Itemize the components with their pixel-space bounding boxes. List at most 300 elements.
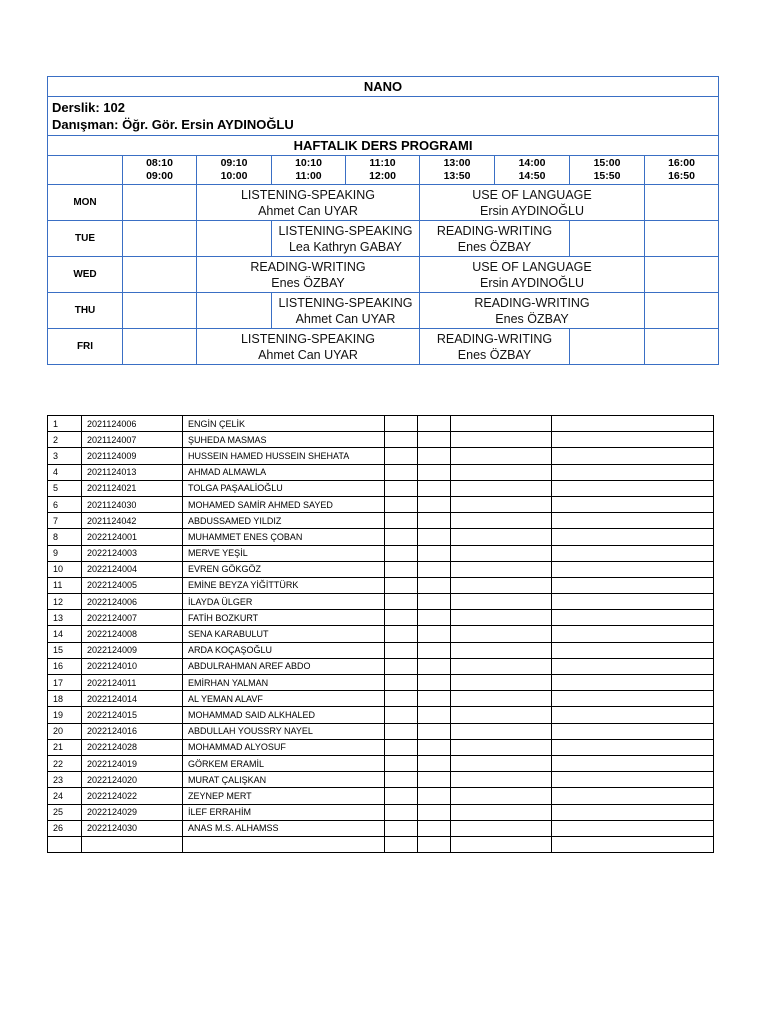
table-row <box>48 513 714 529</box>
blank-cell <box>418 755 451 771</box>
day-name-cell: FRI <box>48 329 123 365</box>
schedule-title: NANO <box>48 77 719 97</box>
blank-cell <box>451 577 552 593</box>
student-name-cell: İLAYDA ÜLGER <box>183 594 385 610</box>
day-row <box>48 293 719 329</box>
blank-cell <box>418 788 451 804</box>
blank-cell <box>451 723 552 739</box>
table-row <box>48 658 714 674</box>
blank-cell <box>451 755 552 771</box>
student-id-cell: 2022124029 <box>82 804 183 820</box>
course-name: READING-WRITING <box>250 259 366 274</box>
course-name: LISTENING-SPEAKING <box>240 331 376 346</box>
day-row <box>48 257 719 293</box>
course-teacher: Ersin AYDINOĞLU <box>480 275 584 290</box>
empty-slot-cell <box>123 293 197 329</box>
student-id-cell: 2022124022 <box>82 788 183 804</box>
course-name: USE OF LANGUAGE <box>472 187 592 202</box>
blank-cell <box>418 675 451 691</box>
student-id-cell: 2022124019 <box>82 755 183 771</box>
blank-cell <box>385 480 418 496</box>
student-no-cell: 25 <box>48 804 82 820</box>
empty-slot-cell <box>645 257 719 293</box>
blank-cell <box>418 739 451 755</box>
classroom-label: Derslik: 102 <box>52 100 125 115</box>
student-name-cell: AL YEMAN ALAVF <box>183 691 385 707</box>
blank-cell <box>385 626 418 642</box>
blank-cell <box>385 529 418 545</box>
blank-cell <box>385 772 418 788</box>
time-slot-cell <box>123 156 197 185</box>
table-row <box>48 577 714 593</box>
blank-cell <box>418 836 451 852</box>
blank-cell <box>552 626 714 642</box>
student-id-cell: 2022124006 <box>82 594 183 610</box>
time-slot-start: 13:00 <box>443 157 471 169</box>
blank-cell <box>385 658 418 674</box>
student-id-cell: 2022124014 <box>82 691 183 707</box>
course-teacher: Enes ÖZBAY <box>495 311 569 326</box>
student-id-cell: 2022124011 <box>82 675 183 691</box>
blank-cell <box>552 496 714 512</box>
student-name-cell: MURAT ÇALIŞKAN <box>183 772 385 788</box>
course-cell <box>272 221 420 257</box>
blank-cell <box>552 480 714 496</box>
student-no-cell: 10 <box>48 561 82 577</box>
blank-cell <box>552 577 714 593</box>
blank-cell <box>385 577 418 593</box>
student-no-cell: 18 <box>48 691 82 707</box>
blank-cell <box>451 480 552 496</box>
blank-cell <box>552 448 714 464</box>
course-teacher: Ahmet Can UYAR <box>258 203 358 218</box>
blank-cell <box>385 707 418 723</box>
course-teacher: Ahmet Can UYAR <box>295 311 396 326</box>
student-id-cell: 2021124030 <box>82 496 183 512</box>
blank-cell <box>418 496 451 512</box>
time-slot-end: 16:50 <box>668 170 695 182</box>
blank-cell <box>552 416 714 432</box>
student-id-cell: 2021124042 <box>82 513 183 529</box>
time-slot-start: 09:10 <box>220 157 248 169</box>
student-name-cell: MUHAMMET ENES ÇOBAN <box>183 529 385 545</box>
course-name: LISTENING-SPEAKING <box>240 187 376 202</box>
student-no-cell: 22 <box>48 755 82 771</box>
table-row <box>48 480 714 496</box>
blank-cell <box>552 675 714 691</box>
student-id-cell: 2022124004 <box>82 561 183 577</box>
empty-slot-cell <box>570 221 645 257</box>
course-cell <box>420 329 570 365</box>
blank-cell <box>418 804 451 820</box>
day-name-cell: THU <box>48 293 123 329</box>
table-row <box>48 836 714 852</box>
time-slot-start: 14:00 <box>518 157 546 169</box>
table-row <box>48 691 714 707</box>
blank-cell <box>552 594 714 610</box>
time-slot-start: 08:10 <box>146 157 173 169</box>
blank-cell <box>552 691 714 707</box>
time-slot-end: 10:00 <box>220 170 248 182</box>
blank-cell <box>418 513 451 529</box>
course-cell <box>420 257 645 293</box>
time-slot-cell <box>420 156 495 185</box>
table-row <box>48 626 714 642</box>
student-name-cell: ABDULLAH YOUSSRY NAYEL <box>183 723 385 739</box>
blank-cell <box>418 723 451 739</box>
blank-cell <box>451 529 552 545</box>
course-teacher: Lea Kathryn GABAY <box>288 239 403 254</box>
student-no-cell: 20 <box>48 723 82 739</box>
empty-slot-cell <box>123 257 197 293</box>
time-slot-start: 16:00 <box>668 157 695 169</box>
blank-cell <box>418 432 451 448</box>
student-name-cell: MERVE YEŞİL <box>183 545 385 561</box>
blank-cell <box>451 513 552 529</box>
table-row <box>48 739 714 755</box>
table-row <box>48 642 714 658</box>
student-no-cell: 1 <box>48 416 82 432</box>
blank-cell <box>418 545 451 561</box>
blank-cell <box>552 464 714 480</box>
empty-slot-cell <box>197 293 272 329</box>
course-teacher: Ahmet Can UYAR <box>258 347 358 362</box>
course-cell <box>420 293 645 329</box>
student-no-cell: 2 <box>48 432 82 448</box>
blank-cell <box>385 513 418 529</box>
time-slot-start: 11:10 <box>369 157 396 169</box>
course-name: LISTENING-SPEAKING <box>278 223 413 238</box>
student-name-cell: FATİH BOZKURT <box>183 610 385 626</box>
blank-cell <box>552 788 714 804</box>
student-no-cell: 5 <box>48 480 82 496</box>
blank-cell <box>451 804 552 820</box>
time-slot-end: 11:00 <box>295 170 322 182</box>
student-no-cell: 4 <box>48 464 82 480</box>
blank-cell <box>552 529 714 545</box>
time-slot-cell <box>346 156 420 185</box>
time-slot-cell <box>645 156 719 185</box>
blank-cell <box>418 820 451 836</box>
student-name-cell: ŞUHEDA MASMAS <box>183 432 385 448</box>
blank-cell <box>418 626 451 642</box>
blank-cell <box>451 788 552 804</box>
student-no-cell: 12 <box>48 594 82 610</box>
student-id-cell: 2022124007 <box>82 610 183 626</box>
student-name-cell: ARDA KOÇAŞOĞLU <box>183 642 385 658</box>
weekly-schedule-table <box>47 76 719 365</box>
table-row <box>48 820 714 836</box>
course-name: LISTENING-SPEAKING <box>278 295 413 310</box>
blank-cell <box>418 707 451 723</box>
course-name: READING-WRITING <box>436 223 553 238</box>
time-slot-end: 09:00 <box>146 170 173 182</box>
student-name-cell: MOHAMMAD ALYOSUF <box>183 739 385 755</box>
blank-cell <box>418 448 451 464</box>
schedule-info <box>48 97 719 136</box>
student-id-cell: 2022124005 <box>82 577 183 593</box>
blank-cell <box>552 836 714 852</box>
day-name-cell: WED <box>48 257 123 293</box>
blank-cell <box>552 658 714 674</box>
table-row <box>48 675 714 691</box>
student-no-cell: 23 <box>48 772 82 788</box>
table-row <box>48 755 714 771</box>
student-no-cell: 24 <box>48 788 82 804</box>
course-cell <box>197 185 420 221</box>
student-id-cell: 2021124006 <box>82 416 183 432</box>
blank-cell <box>451 836 552 852</box>
blank-cell <box>552 610 714 626</box>
student-name-cell: AHMAD ALMAWLA <box>183 464 385 480</box>
course-name: USE OF LANGUAGE <box>472 259 592 274</box>
student-name-cell: ANAS M.S. ALHAMSS <box>183 820 385 836</box>
course-name: READING-WRITING <box>436 331 553 346</box>
student-name-cell: İLEF ERRAHİM <box>183 804 385 820</box>
student-no-cell: 9 <box>48 545 82 561</box>
blank-cell <box>385 545 418 561</box>
blank-cell <box>552 513 714 529</box>
empty-slot-cell <box>123 221 197 257</box>
student-name-cell: MOHAMED SAMİR AHMED SAYED <box>183 496 385 512</box>
time-slot-row <box>48 156 719 185</box>
time-slot-cell <box>570 156 645 185</box>
table-row <box>48 788 714 804</box>
blank-cell <box>451 820 552 836</box>
blank-cell <box>418 577 451 593</box>
time-corner-cell <box>48 156 123 185</box>
blank-cell <box>385 464 418 480</box>
empty-slot-cell <box>197 221 272 257</box>
blank-cell <box>552 755 714 771</box>
blank-cell <box>418 416 451 432</box>
student-no-cell: 19 <box>48 707 82 723</box>
day-row <box>48 185 719 221</box>
day-name-cell: TUE <box>48 221 123 257</box>
blank-cell <box>552 804 714 820</box>
time-slot-end: 12:00 <box>369 170 396 182</box>
blank-cell <box>552 707 714 723</box>
blank-cell <box>385 496 418 512</box>
student-name-cell: ZEYNEP MERT <box>183 788 385 804</box>
course-cell <box>197 329 420 365</box>
student-name-cell: SENA KARABULUT <box>183 626 385 642</box>
course-teacher: Enes ÖZBAY <box>271 275 345 290</box>
blank-cell <box>385 675 418 691</box>
time-slot-end: 13:50 <box>443 170 471 182</box>
student-name-cell: EVREN GÖKGÖZ <box>183 561 385 577</box>
blank-cell <box>451 658 552 674</box>
table-row <box>48 432 714 448</box>
blank-cell <box>385 448 418 464</box>
blank-cell <box>552 772 714 788</box>
blank-cell <box>385 836 418 852</box>
student-id-cell: 2022124003 <box>82 545 183 561</box>
blank-cell <box>451 416 552 432</box>
student-id-cell: 2022124016 <box>82 723 183 739</box>
program-title: HAFTALIK DERS PROGRAMI <box>48 136 719 156</box>
student-no-cell: 17 <box>48 675 82 691</box>
blank-cell <box>385 755 418 771</box>
empty-slot-cell <box>123 185 197 221</box>
student-no-cell: 14 <box>48 626 82 642</box>
student-name-cell: ABDULRAHMAN AREF ABDO <box>183 658 385 674</box>
student-id-cell: 2022124008 <box>82 626 183 642</box>
blank-cell <box>418 658 451 674</box>
student-id-cell: 2021124009 <box>82 448 183 464</box>
blank-cell <box>552 642 714 658</box>
blank-cell <box>552 723 714 739</box>
student-no-cell: 11 <box>48 577 82 593</box>
blank-cell <box>385 739 418 755</box>
blank-cell <box>451 675 552 691</box>
blank-cell <box>451 626 552 642</box>
student-id-cell: 2022124015 <box>82 707 183 723</box>
blank-cell <box>451 691 552 707</box>
time-slot-cell <box>197 156 272 185</box>
day-row <box>48 329 719 365</box>
course-cell <box>197 257 420 293</box>
blank-cell <box>552 561 714 577</box>
student-list-table <box>47 415 714 853</box>
student-name-cell: ABDUSSAMED YILDIZ <box>183 513 385 529</box>
blank-cell <box>418 480 451 496</box>
blank-cell <box>385 642 418 658</box>
blank-cell <box>451 594 552 610</box>
blank-cell <box>385 820 418 836</box>
student-id-cell: 2021124021 <box>82 480 183 496</box>
empty-slot-cell <box>645 293 719 329</box>
course-cell <box>272 293 420 329</box>
table-row <box>48 594 714 610</box>
blank-cell <box>385 691 418 707</box>
table-row <box>48 496 714 512</box>
blank-cell <box>385 561 418 577</box>
blank-cell <box>418 642 451 658</box>
student-name-cell: TOLGA PAŞAALİOĞLU <box>183 480 385 496</box>
blank-cell <box>418 691 451 707</box>
student-id-cell: 2021124013 <box>82 464 183 480</box>
table-row <box>48 545 714 561</box>
student-no-cell: 26 <box>48 820 82 836</box>
blank-cell <box>552 820 714 836</box>
student-name-cell: HUSSEIN HAMED HUSSEIN SHEHATA <box>183 448 385 464</box>
time-slot-cell <box>272 156 346 185</box>
student-no-cell <box>48 836 82 852</box>
blank-cell <box>552 739 714 755</box>
student-id-cell: 2021124007 <box>82 432 183 448</box>
blank-cell <box>451 642 552 658</box>
student-id-cell: 2022124030 <box>82 820 183 836</box>
blank-cell <box>385 594 418 610</box>
table-row <box>48 610 714 626</box>
course-cell <box>420 185 645 221</box>
blank-cell <box>418 610 451 626</box>
student-name-cell: MOHAMMAD SAID ALKHALED <box>183 707 385 723</box>
table-row <box>48 804 714 820</box>
blank-cell <box>552 432 714 448</box>
table-row <box>48 772 714 788</box>
blank-cell <box>418 529 451 545</box>
table-row <box>48 464 714 480</box>
empty-slot-cell <box>645 329 719 365</box>
blank-cell <box>451 707 552 723</box>
student-name-cell: ENGİN ÇELİK <box>183 416 385 432</box>
time-slot-end: 14:50 <box>518 170 546 182</box>
table-row <box>48 723 714 739</box>
student-no-cell: 16 <box>48 658 82 674</box>
table-row <box>48 448 714 464</box>
blank-cell <box>418 561 451 577</box>
blank-cell <box>385 432 418 448</box>
time-slot-end: 15:50 <box>593 170 621 182</box>
time-slot-cell <box>495 156 570 185</box>
empty-slot-cell <box>570 329 645 365</box>
blank-cell <box>451 432 552 448</box>
blank-cell <box>451 739 552 755</box>
time-slot-start: 10:10 <box>295 157 322 169</box>
student-no-cell: 15 <box>48 642 82 658</box>
student-id-cell <box>82 836 183 852</box>
student-no-cell: 13 <box>48 610 82 626</box>
time-slot-start: 15:00 <box>593 157 621 169</box>
student-no-cell: 8 <box>48 529 82 545</box>
student-no-cell: 3 <box>48 448 82 464</box>
course-teacher: Enes ÖZBAY <box>457 239 532 254</box>
blank-cell <box>451 496 552 512</box>
table-row <box>48 529 714 545</box>
course-cell <box>420 221 570 257</box>
blank-cell <box>451 772 552 788</box>
course-teacher: Ersin AYDINOĞLU <box>480 203 584 218</box>
course-teacher: Enes ÖZBAY <box>457 347 532 362</box>
blank-cell <box>451 464 552 480</box>
day-row <box>48 221 719 257</box>
blank-cell <box>385 610 418 626</box>
table-row <box>48 416 714 432</box>
student-no-cell: 21 <box>48 739 82 755</box>
student-name-cell: GÖRKEM ERAMİL <box>183 755 385 771</box>
blank-cell <box>385 788 418 804</box>
empty-slot-cell <box>645 221 719 257</box>
student-id-cell: 2022124009 <box>82 642 183 658</box>
blank-cell <box>385 804 418 820</box>
student-id-cell: 2022124001 <box>82 529 183 545</box>
student-name-cell: EMİNE BEYZA YİĞİTTÜRK <box>183 577 385 593</box>
student-name-cell <box>183 836 385 852</box>
student-id-cell: 2022124010 <box>82 658 183 674</box>
blank-cell <box>385 416 418 432</box>
blank-cell <box>418 464 451 480</box>
student-no-cell: 6 <box>48 496 82 512</box>
table-row <box>48 707 714 723</box>
student-name-cell: EMİRHAN YALMAN <box>183 675 385 691</box>
empty-slot-cell <box>123 329 197 365</box>
blank-cell <box>418 594 451 610</box>
blank-cell <box>451 610 552 626</box>
student-no-cell: 7 <box>48 513 82 529</box>
student-id-cell: 2022124028 <box>82 739 183 755</box>
blank-cell <box>451 561 552 577</box>
day-name-cell: MON <box>48 185 123 221</box>
blank-cell <box>552 545 714 561</box>
blank-cell <box>451 545 552 561</box>
course-name: READING-WRITING <box>474 295 590 310</box>
table-row <box>48 561 714 577</box>
student-id-cell: 2022124020 <box>82 772 183 788</box>
blank-cell <box>451 448 552 464</box>
blank-cell <box>418 772 451 788</box>
